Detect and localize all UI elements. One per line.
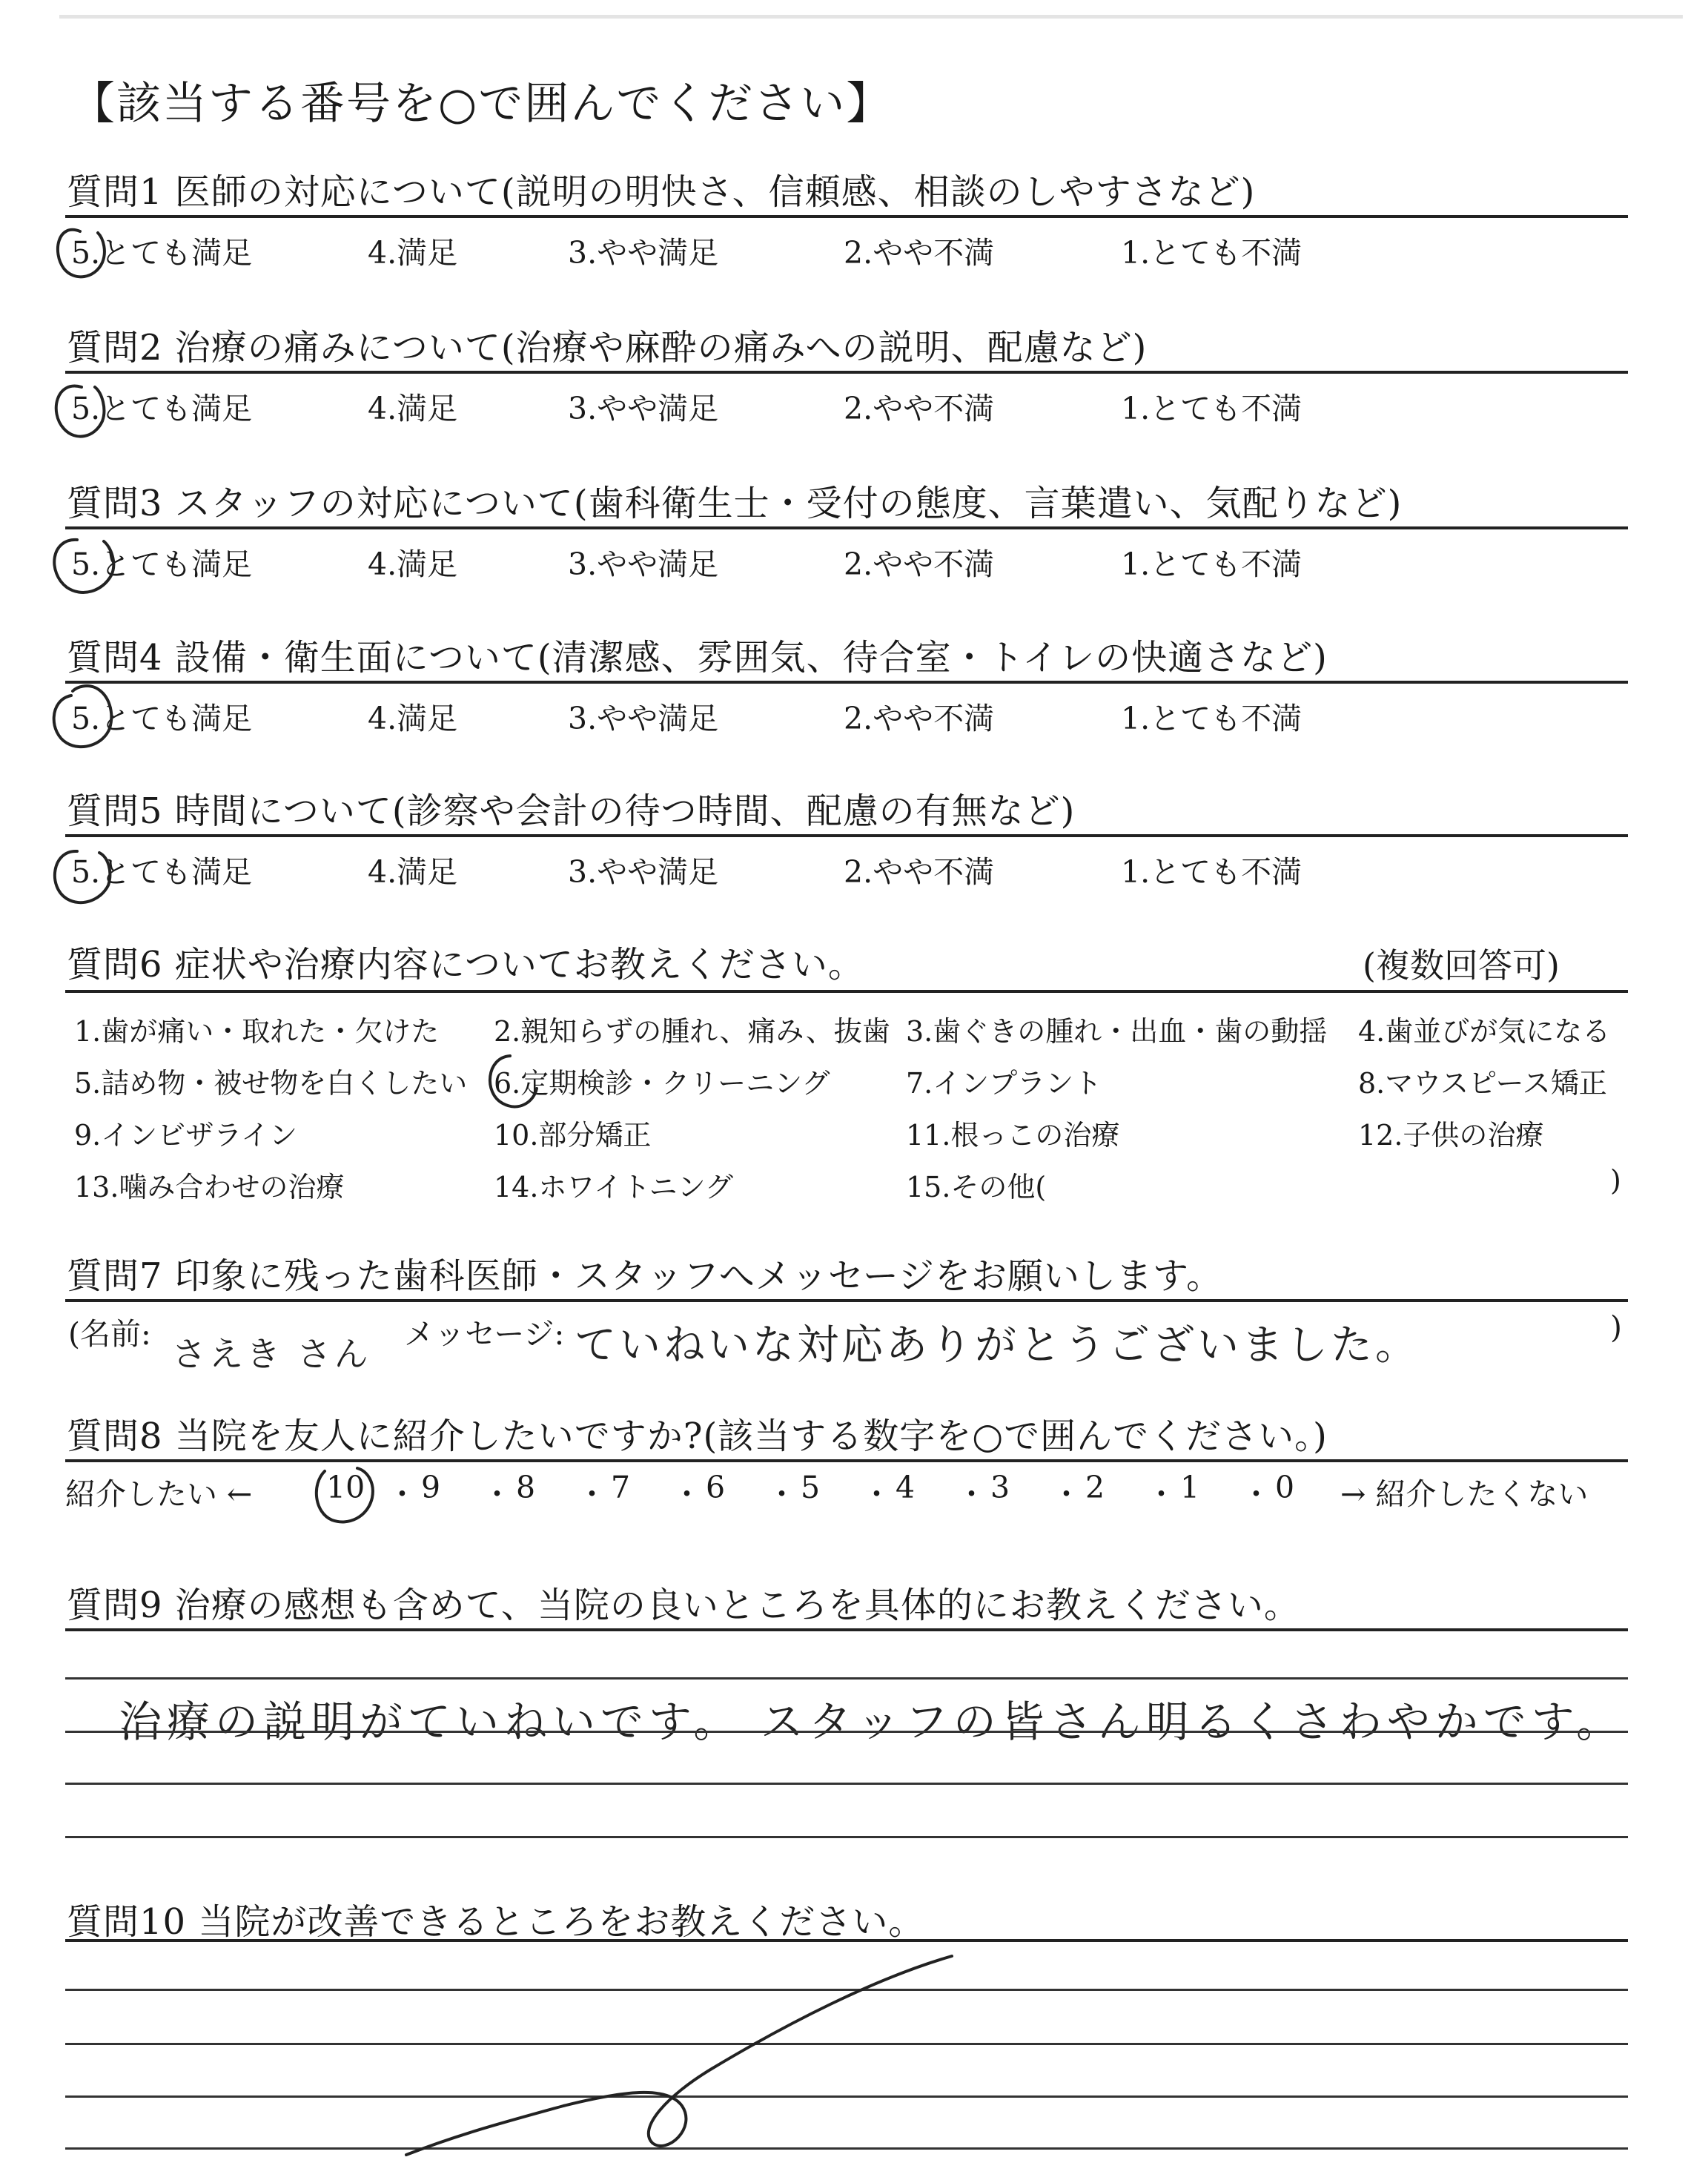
- q8-separator: ・: [1051, 1476, 1082, 1512]
- q1-selection-circle: [58, 230, 105, 277]
- q6-option-6[interactable]: 6.定期検診・クリーニング: [494, 1067, 830, 1100]
- q6-option-13[interactable]: 13.噛み合わせの治療: [74, 1171, 345, 1203]
- q6-option-7[interactable]: 7.インプラント: [906, 1067, 1102, 1100]
- q6-option-14[interactable]: 14.ホワイトニング: [494, 1171, 734, 1203]
- q5-heading: 質問5 時間について(診察や会計の待つ時間、配慮の有無など): [67, 790, 1076, 832]
- q6-option-5[interactable]: 5.詰め物・被せ物を白くしたい: [74, 1067, 468, 1100]
- q1-option-2[interactable]: 2.やや不満: [844, 235, 995, 271]
- q7-message-label: メッセージ:: [404, 1316, 565, 1352]
- q6-heading: 質問6 症状や治療内容についてお教えください。: [67, 944, 864, 985]
- q8-separator: ・: [387, 1476, 417, 1512]
- q1-option-3[interactable]: 3.やや満足: [568, 235, 719, 271]
- q9-answer-handwritten: 治療の説明がていねいです。 スタッフの皆さん明るくさわやかです。: [119, 1697, 1625, 1747]
- q6-option-11[interactable]: 11.根っこの治療: [906, 1119, 1120, 1152]
- q6-multiple-note: (複数回答可): [1363, 945, 1560, 985]
- q3-option-3[interactable]: 3.やや満足: [568, 546, 719, 582]
- q8-separator: ・: [861, 1476, 892, 1512]
- q8-scale-8[interactable]: 8: [516, 1470, 536, 1505]
- q7-close-paren: ): [1610, 1309, 1622, 1345]
- q5-option-1[interactable]: 1.とても不満: [1121, 854, 1302, 890]
- q4-option-1[interactable]: 1.とても不満: [1121, 701, 1302, 736]
- q6-option-12[interactable]: 12.子供の治療: [1358, 1119, 1544, 1152]
- q4-option-5[interactable]: 5.とても満足: [71, 701, 253, 736]
- q6-option-9[interactable]: 9.インビザライン: [74, 1119, 298, 1152]
- q8-separator: ・: [577, 1476, 607, 1512]
- q1-heading: 質問1 医師の対応について(説明の明快さ、信頼感、相談のしやすさなど): [67, 171, 1256, 213]
- form-instruction: 【該当する番号を○で囲んでください】: [70, 78, 893, 130]
- q3-option-5[interactable]: 5.とても満足: [71, 546, 253, 582]
- q8-scale-4[interactable]: 4: [896, 1470, 916, 1505]
- q7-message-handwritten: ていねいな対応ありがとうございました。: [575, 1321, 1420, 1370]
- q8-scale-0[interactable]: 0: [1275, 1470, 1295, 1505]
- q5-selection-circle: [55, 851, 110, 902]
- q6-option-4[interactable]: 4.歯並びが気になる: [1358, 1015, 1611, 1048]
- q8-separator: ・: [1241, 1476, 1271, 1512]
- q2-option-4[interactable]: 4.満足: [368, 391, 458, 426]
- q8-separator: ・: [1146, 1476, 1176, 1512]
- q1-option-5[interactable]: 5.とても満足: [71, 235, 253, 271]
- q2-option-5[interactable]: 5.とても満足: [71, 391, 253, 426]
- q9-heading: 質問9 治療の感想も含めて、当院の良いところを具体的にお教えください。: [67, 1585, 1300, 1626]
- q6-option-15[interactable]: 15.その他(: [906, 1171, 1047, 1203]
- q3-option-4[interactable]: 4.満足: [368, 546, 458, 582]
- q8-scale-2[interactable]: 2: [1085, 1470, 1105, 1505]
- q6-selection-circle: [490, 1056, 537, 1106]
- q3-option-1[interactable]: 1.とても不満: [1121, 546, 1302, 582]
- q1-option-1[interactable]: 1.とても不満: [1121, 235, 1302, 271]
- q7-name-handwritten: さえき さん: [172, 1334, 371, 1374]
- q2-option-2[interactable]: 2.やや不満: [844, 391, 995, 426]
- q4-heading: 質問4 設備・衛生面について(清潔感、雰囲気、待合室・トイレの快適さなど): [67, 637, 1328, 678]
- q6-option-3[interactable]: 3.歯ぐきの腫れ・出血・歯の動揺: [906, 1015, 1328, 1048]
- q5-option-3[interactable]: 3.やや満足: [568, 854, 719, 890]
- q8-heading: 質問8 当院を友人に紹介したいですか?(該当する数字を○で囲んでください。): [67, 1416, 1328, 1457]
- q5-option-4[interactable]: 4.満足: [368, 854, 458, 890]
- q4-option-4[interactable]: 4.満足: [368, 701, 458, 736]
- q8-scale-9[interactable]: 9: [421, 1470, 441, 1505]
- q6-other-close-paren: ): [1610, 1164, 1621, 1197]
- q8-separator: ・: [672, 1476, 702, 1512]
- q4-option-3[interactable]: 3.やや満足: [568, 701, 719, 736]
- q8-right-label: → 紹介したくない: [1340, 1476, 1589, 1512]
- q5-option-2[interactable]: 2.やや不満: [844, 854, 995, 890]
- q4-selection-circle: [54, 686, 112, 747]
- q10-strike-mark: [406, 1956, 952, 2155]
- q2-heading: 質問2 治療の痛みについて(治療や麻酔の痛みへの説明、配慮など): [67, 327, 1148, 369]
- q1-option-4[interactable]: 4.満足: [368, 235, 458, 271]
- q8-separator: ・: [767, 1476, 797, 1512]
- q4-option-2[interactable]: 2.やや不満: [844, 701, 995, 736]
- q10-heading: 質問10 当院が改善できるところをお教えください。: [67, 1901, 925, 1943]
- q6-option-10[interactable]: 10.部分矯正: [494, 1119, 652, 1152]
- q8-scale-7[interactable]: 7: [611, 1470, 631, 1505]
- q2-option-1[interactable]: 1.とても不満: [1121, 391, 1302, 426]
- q6-option-2[interactable]: 2.親知らずの腫れ、痛み、抜歯: [494, 1015, 890, 1048]
- q2-option-3[interactable]: 3.やや満足: [568, 391, 719, 426]
- q8-scale-5[interactable]: 5: [801, 1470, 821, 1505]
- q5-option-5[interactable]: 5.とても満足: [71, 854, 253, 890]
- q3-option-2[interactable]: 2.やや不満: [844, 546, 995, 582]
- q8-scale-10[interactable]: 10: [326, 1470, 365, 1505]
- q8-scale-6[interactable]: 6: [706, 1470, 726, 1505]
- q6-option-1[interactable]: 1.歯が痛い・取れた・欠けた: [74, 1015, 440, 1048]
- q8-scale-1[interactable]: 1: [1180, 1470, 1200, 1505]
- q8-left-label: 紹介したい ←: [65, 1476, 253, 1512]
- q8-scale-3[interactable]: 3: [990, 1470, 1010, 1505]
- q8-separator: ・: [482, 1476, 512, 1512]
- q3-selection-circle: [54, 540, 113, 592]
- q3-heading: 質問3 スタッフの対応について(歯科衛生士・受付の態度、言葉遣い、気配りなど): [67, 483, 1403, 524]
- q8-selection-circle: [317, 1468, 373, 1522]
- q7-name-label: (名前:: [68, 1316, 151, 1352]
- q2-selection-circle: [56, 386, 105, 437]
- q7-heading: 質問7 印象に残った歯科医師・スタッフへメッセージをお願いします。: [67, 1255, 1223, 1297]
- q8-separator: ・: [956, 1476, 987, 1512]
- q6-option-8[interactable]: 8.マウスピース矯正: [1358, 1067, 1607, 1100]
